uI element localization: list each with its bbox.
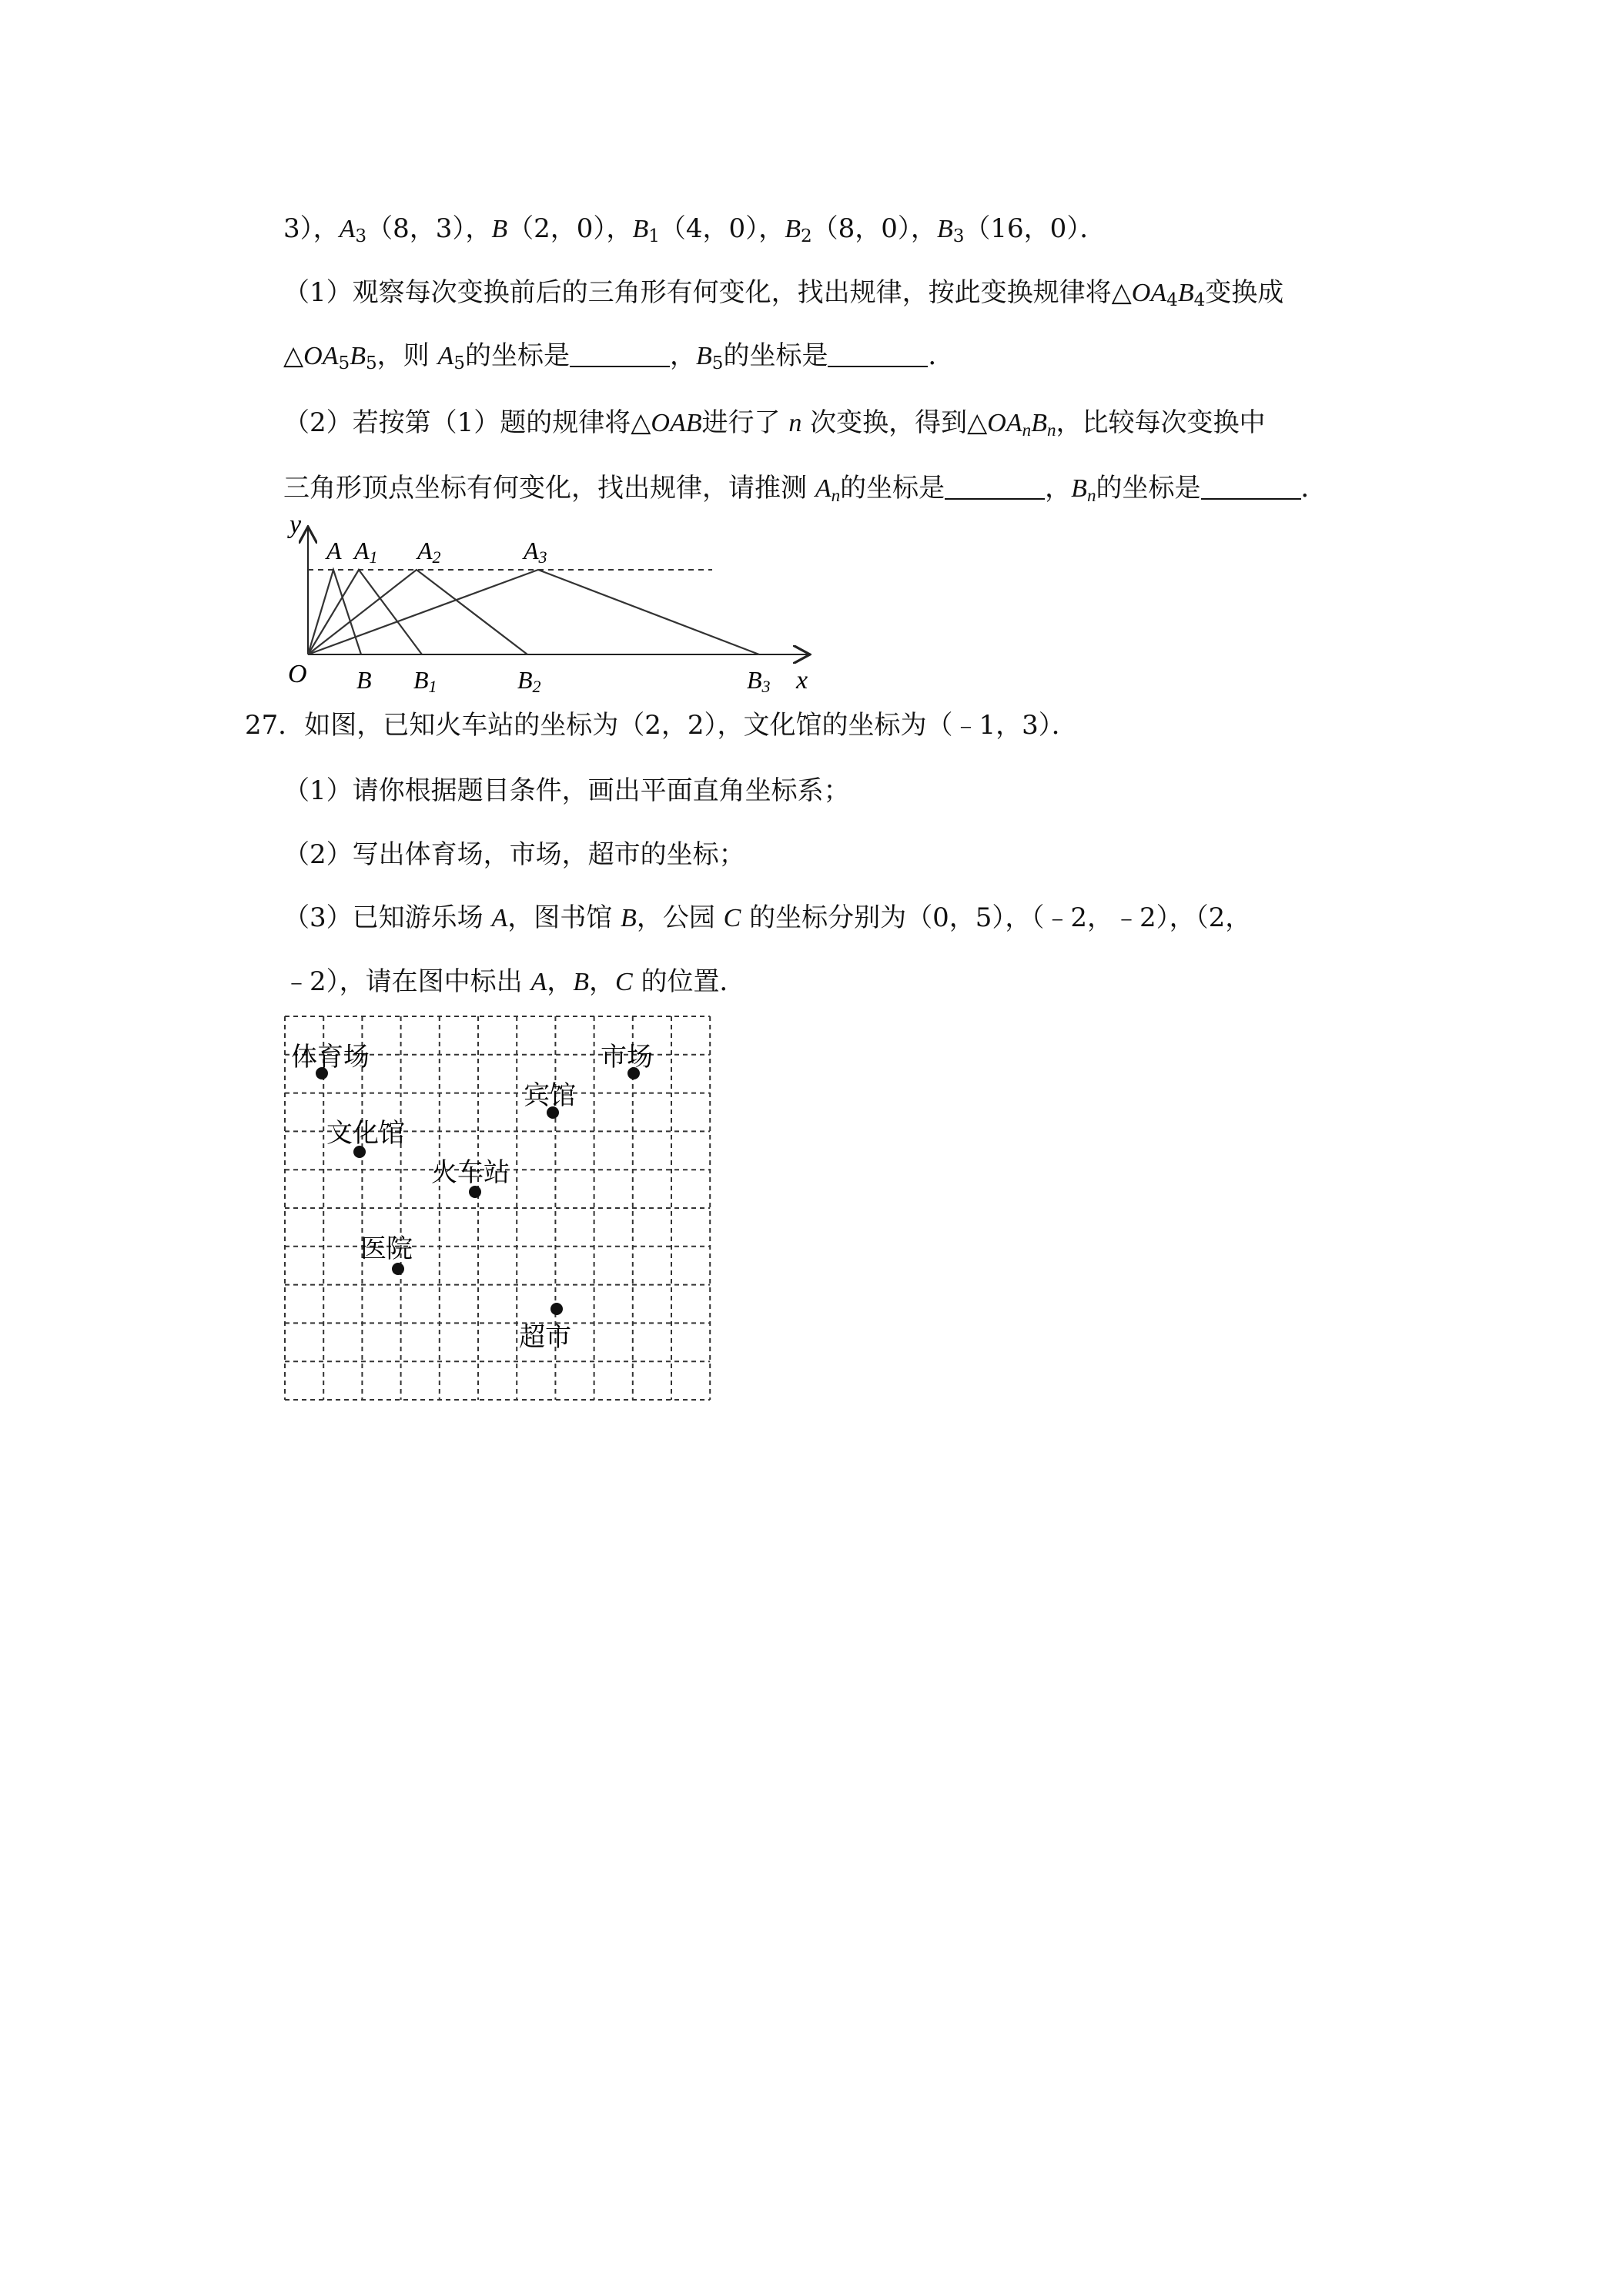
text: ，比较每次变换中 <box>1056 407 1266 438</box>
math-var: OA <box>1131 279 1167 307</box>
answer-blank[interactable] <box>1201 475 1301 500</box>
origin-label: O <box>288 660 307 688</box>
place-label: 体育场 <box>291 1042 370 1073</box>
label-a2: A2 <box>417 537 441 567</box>
math-var: A <box>530 968 547 996</box>
text: △ <box>283 340 304 371</box>
subscript: n <box>1022 420 1032 440</box>
text: ，则 <box>376 340 438 371</box>
text: （4，0）， <box>659 213 785 244</box>
text: 的坐标分别为（0，5），（﹣2，﹣2），（2， <box>741 902 1252 933</box>
math-var: A <box>815 474 832 503</box>
text: 次变换，得到△ <box>801 407 988 438</box>
text: 的坐标是 <box>1096 473 1201 504</box>
place-market <box>601 1042 653 1079</box>
label-b1: B1 <box>413 666 437 696</box>
label-b: B <box>356 666 372 694</box>
place-supermarket <box>519 1303 571 1353</box>
math-var: B <box>632 215 649 243</box>
text: （8，3）， <box>366 213 492 244</box>
place-label: 医院 <box>360 1233 413 1264</box>
text: 的坐标是 <box>840 473 945 504</box>
text: ， <box>1045 473 1072 504</box>
math-var: B <box>1071 474 1087 503</box>
place-label: 超市 <box>519 1322 571 1353</box>
subscript: n <box>831 485 841 506</box>
label-b3: B3 <box>747 666 771 696</box>
subscript: 5 <box>338 353 350 373</box>
math-var: B <box>785 215 801 243</box>
math-var: OA <box>303 342 339 370</box>
math-var: B <box>621 904 637 932</box>
subscript: 5 <box>365 353 377 373</box>
math-var: OA <box>987 409 1022 437</box>
subscript: 2 <box>800 226 812 246</box>
math-var: C <box>615 968 633 996</box>
place-label: 火车站 <box>431 1157 510 1188</box>
place-hospital <box>360 1233 413 1275</box>
triangle-oa3b3 <box>308 570 759 654</box>
label-a3: A3 <box>524 537 547 567</box>
math-var: OAB <box>651 409 702 437</box>
text: ，图书馆 <box>507 902 621 933</box>
math-var: B <box>350 342 366 370</box>
answer-blank[interactable] <box>945 475 1045 500</box>
math-var: B <box>491 215 508 243</box>
subscript: 4 <box>1166 290 1178 310</box>
text: ， <box>589 966 616 997</box>
place-hotel <box>524 1080 576 1119</box>
text: （8，0）， <box>812 213 937 244</box>
math-var: C <box>723 904 741 932</box>
subscript: 1 <box>648 226 660 246</box>
text: ． <box>1300 473 1327 504</box>
math-var: B <box>695 342 712 370</box>
subscript: 5 <box>453 353 465 373</box>
triangle-transform-figure <box>277 514 816 699</box>
place-label: 文化馆 <box>326 1118 405 1149</box>
subscript: 3 <box>355 226 367 246</box>
label-a: A <box>326 537 342 564</box>
subscript: n <box>1046 420 1056 440</box>
q27-subquestion-3 <box>283 901 1251 935</box>
grid-map <box>277 1001 724 1401</box>
q26-line-4 <box>283 406 1266 440</box>
q27-subquestion-2: （2）写出体育场，市场，超市的坐标； <box>283 839 745 870</box>
answer-blank[interactable] <box>828 343 928 367</box>
q27-subquestion-3-cont <box>283 965 746 999</box>
text: 的坐标是 <box>464 340 570 371</box>
q27-subquestion-1: （1）请你根据题目条件，画出平面直角坐标系； <box>283 775 850 806</box>
q26-line-5 <box>283 471 1327 506</box>
math-var: n <box>788 409 802 437</box>
q26-line-1 <box>283 212 1106 246</box>
text: 的位置． <box>632 966 746 997</box>
text: 三角形顶点坐标有何变化，找出规律，请推测 <box>283 473 815 504</box>
text: ， <box>547 966 574 997</box>
text: 变换成 <box>1205 277 1284 308</box>
math-var: B <box>573 968 590 996</box>
math-var: B <box>1177 279 1194 307</box>
text: （2，0）， <box>507 213 633 244</box>
text: 进行了 <box>701 407 789 438</box>
label-b2: B2 <box>517 666 541 696</box>
subscript: n <box>1086 485 1096 506</box>
text: （16，0）． <box>964 213 1106 244</box>
math-var: A <box>491 904 508 932</box>
answer-blank[interactable] <box>570 343 670 367</box>
text: （2）若按第（1）题的规律将△ <box>283 407 651 438</box>
text: 的坐标是 <box>723 340 828 371</box>
text: ﹣2），请在图中标出 <box>283 966 531 997</box>
math-var: B <box>1031 409 1047 437</box>
place-train-station <box>431 1157 510 1198</box>
math-var: A <box>437 342 454 370</box>
place-體育場 <box>291 1042 370 1079</box>
q26-line-3 <box>283 339 954 373</box>
q27-title: 27．如图，已知火车站的坐标为（2，2），文化馆的坐标为（﹣1，3）． <box>245 710 1078 741</box>
subscript: 3 <box>952 226 965 246</box>
q26-line-2 <box>283 276 1283 310</box>
y-axis-label: y <box>289 514 302 539</box>
text: 3）， <box>283 213 340 244</box>
place-dot <box>550 1303 563 1315</box>
math-var: A <box>339 215 356 243</box>
text: ，公园 <box>636 902 724 933</box>
x-axis-label: x <box>796 666 808 694</box>
place-dot <box>392 1263 404 1275</box>
text: ． <box>928 340 955 371</box>
subscript: 5 <box>711 353 724 373</box>
place-culture-center <box>326 1118 405 1158</box>
place-label: 市场 <box>601 1042 653 1073</box>
text: （3）已知游乐场 <box>283 902 492 933</box>
subscript: 4 <box>1193 290 1206 310</box>
label-a1: A1 <box>354 537 378 567</box>
text: （1）观察每次变换前后的三角形有何变化，找出规律，按此变换规律将△ <box>283 277 1132 308</box>
math-var: B <box>936 215 953 243</box>
place-label: 宾馆 <box>524 1080 576 1111</box>
text: ， <box>669 340 696 371</box>
